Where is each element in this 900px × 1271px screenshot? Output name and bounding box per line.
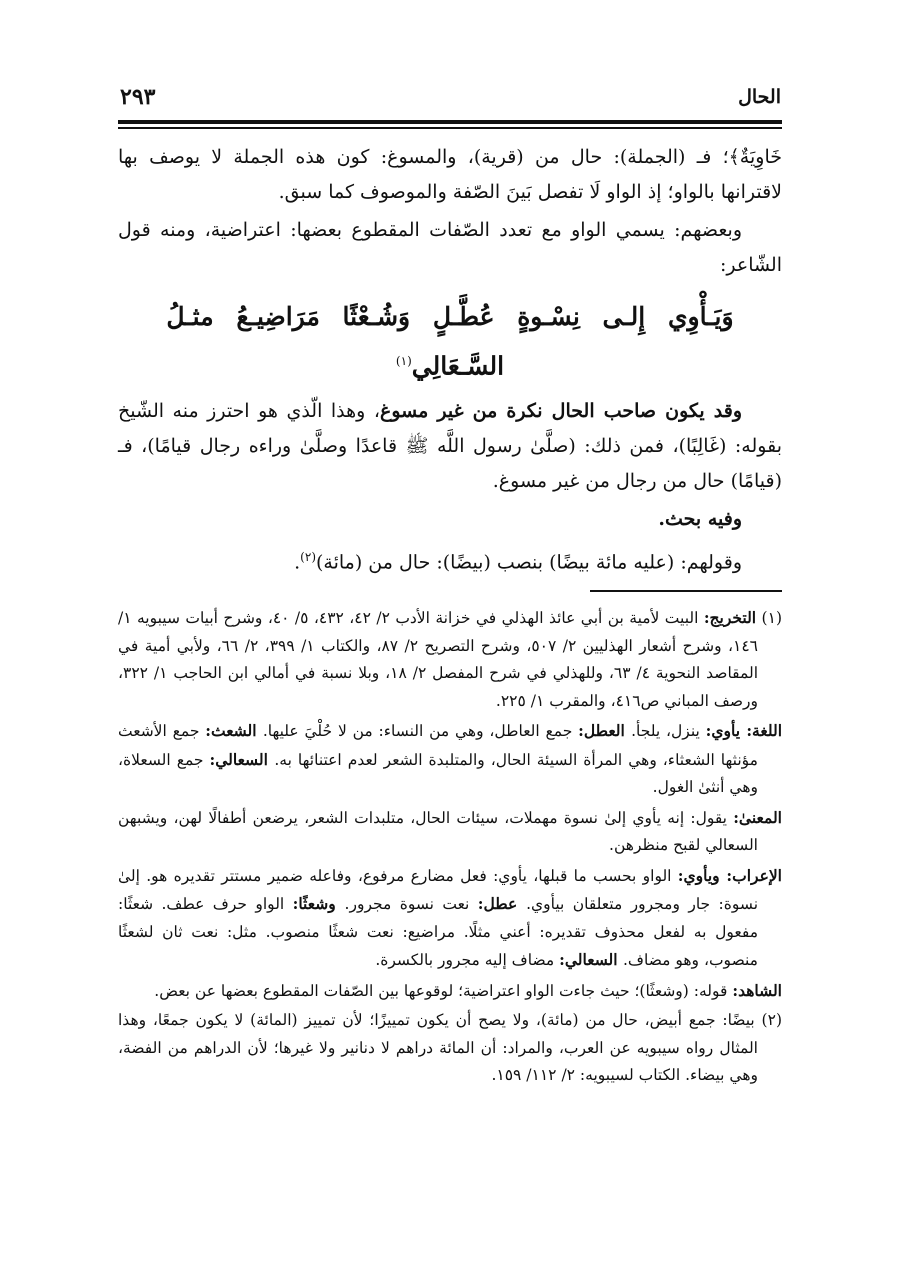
paragraph-1-line-2: بها لاقترانها بالواو؛ إذ الواو لَا تفصل بَينَ الصّفة والموصوف كما سبق.: [118, 146, 782, 203]
irab-text-3: الواو حرف عطف. شعثًا: مفعول به لفعل محذوف تقديره: أعني مثلًا. مراضيع: نعت شعثًا منصوب. مثل: نعت ثان لشعثًا منصوب، وهو مضاف.: [118, 895, 758, 969]
irab-word-4: السعالي:: [559, 950, 623, 969]
paragraph-3-text: ، وهذا الّذي هو احترز منه الشّيخ بقوله: (غَالِبًا)، فمن ذلك: (صلَّىٰ رسول اللَّه ﷺ قاعدًا وصلَّىٰ وراءه رجال قيامًا)، فـ (قيامًا) حال من رجال من غير مسوغ.: [118, 400, 782, 493]
paragraph-5: وقولهم: (عليه مائة بيضًا) بنصب (بيضًا): حال من (مائة)$^{(٢)}$.: [294, 550, 742, 574]
paragraph-4: وفيه بحث.: [658, 508, 742, 531]
paragraph-2: [118, 213, 782, 283]
maana-label: المعنىٰ:: [733, 807, 782, 827]
lugha-text-2: جمع العاطل، وهي من النساء: من لا حُلْيَ عليها.: [262, 722, 579, 740]
footnotes: [118, 604, 782, 1090]
takhrij-text: البيت لأمية بن أبي عائذ الهذلي في خزانة الأدب ٢/ ٤٢، ٤٣٢، ٥/ ٤٠، وشرح أبيات سيبويه ١/ ١٤٦، وشرح أشعار الهذليين ٢/ ٥٠٧، وشرح التصريح ٢/ ٨٧، والكتاب ١/ ٣٩٩، ٢/ ٦٦، ولأبي أمية في المقاصد النحوية ٤/ ٦٣، وللهذلي في شرح المفصل ٢/ ١٨، وبلا نسبة في أمالي ابن الحاجب ١/ ٣٢٢، ورصف المباني ص٤١٦، والمقرب ١/ ٢٢٥.: [118, 609, 759, 710]
lugha-word-1: يأوي:: [705, 721, 747, 740]
irab-word-2: عطل:: [477, 894, 527, 913]
paragraph-1-line-1: خَاوِيَةٌ﴾؛ فـ (الجملة): حال من (قرية)، والمسوغ: كون هذه الجملة لا يوصف: [149, 146, 782, 168]
paragraph-5-text: وقولهم: (عليه مائة بيضًا) بنصب (بيضًا): حال من (مائة): [316, 551, 742, 574]
irab-text-2: نعت نسوة مجرور.: [344, 895, 478, 913]
takhrij-label: التخريج:: [703, 608, 757, 627]
paragraph-3-lead: وقد يكون صاحب الحال نكرة من غير مسوغ: [380, 400, 742, 423]
shahid-label: الشاهد:: [732, 980, 782, 1000]
page-number: ٢٩٣: [120, 84, 156, 110]
footnote-2-text: بيضًا: جمع أبيض، حال من (مائة)، ولا يصح أن يكون تمييزًا؛ لأن تمييز (المائة) لا يكون جمعًا، وهذا المثال رواه سيبويه عن العرب، والمراد: أن المائة دراهم لا دنانير ولا غيرها؛ لأن الدراهم من الفضة، وهي بيضاء. الكتاب لسيبويه: ٢/ ١١٢/ ١٥٩.: [118, 1011, 762, 1084]
irab-word-1: ويأوي:: [677, 865, 727, 885]
verse-text: وَيَـأْوِي إِلـى نِسْـوةٍ عُطَّـلٍ وَشُـعْثًا مَرَاضِيـعُ مثـلُ السَّـعَالِي: [166, 302, 734, 381]
shahid-text: قوله: (وشعثًا)؛ حيث جاءت الواو اعتراضية؛ لوقوعها بين الصّفات المقطوع بعضها عن بعض.: [154, 981, 733, 1000]
maana-text: يقول: إنه يأوي إلىٰ نسوة مهملات، سيئات الحال، متلبدات الشعر، يرضعن أطفالًا لهن، ويشبهن السعالي لقبح منظرهن.: [118, 808, 758, 854]
verse-footnote-ref[interactable]: (١): [395, 354, 412, 368]
header-rule-thin: [118, 127, 782, 129]
running-title: الحال: [738, 86, 781, 108]
lugha-word-4: السعالي:: [209, 749, 275, 769]
main-text: [118, 140, 782, 581]
footnote-1: [118, 604, 782, 715]
paragraph-3: [118, 394, 782, 499]
irab-text-1: الواو بحسب ما قبلها، يأوي: فعل مضارع مرفوع، وفاعله ضمير مستتر تقديره هو. إلىٰ نسوة: جار ومجرور متعلقان بيأوي.: [118, 866, 759, 913]
lugha-text-4: جمع السعلاة، وهي أنثىٰ الغول.: [118, 750, 758, 796]
footnote-2-number: (٢): [761, 1011, 782, 1029]
lugha-word-2: العطل:: [578, 721, 632, 740]
irab-text-4: مضاف إليه مجرور بالكسرة.: [375, 951, 560, 969]
poetry-verse: [118, 295, 782, 388]
lugha-note: [118, 717, 782, 802]
footnote-separator: [590, 590, 782, 592]
lugha-label: اللغة:: [746, 721, 782, 740]
lugha-word-3: الشعث:: [205, 721, 263, 740]
paragraph-1: [118, 140, 782, 210]
irab-word-3: وشعثًا:: [292, 894, 345, 913]
paragraph-2-line-2: الشّاعر:: [719, 254, 782, 276]
irab-note: [118, 862, 782, 975]
header-rule-thick: [118, 120, 782, 124]
shahid-note: [118, 977, 782, 1006]
lugha-text-3: جمع الأشعث مؤنثها الشعثاء، وهي المرأة السيئة الحال، والمتلبدة الشعر لعدم اعتنائها به.: [118, 722, 758, 769]
paragraph-2-line-1: وبعضهم: يسمي الواو مع تعدد الصّفات المقطوع بعضها: اعتراضية، ومنه قول: [118, 219, 742, 241]
maana-note: [118, 804, 782, 860]
footnote-1-number: (١): [761, 609, 782, 627]
lugha-text-1: ينزل، يلجأ.: [631, 722, 706, 740]
irab-label: الإعراب:: [726, 865, 782, 885]
paragraph-5-footnote-ref[interactable]: (٢): [300, 550, 316, 565]
footnote-2: [118, 1007, 782, 1090]
